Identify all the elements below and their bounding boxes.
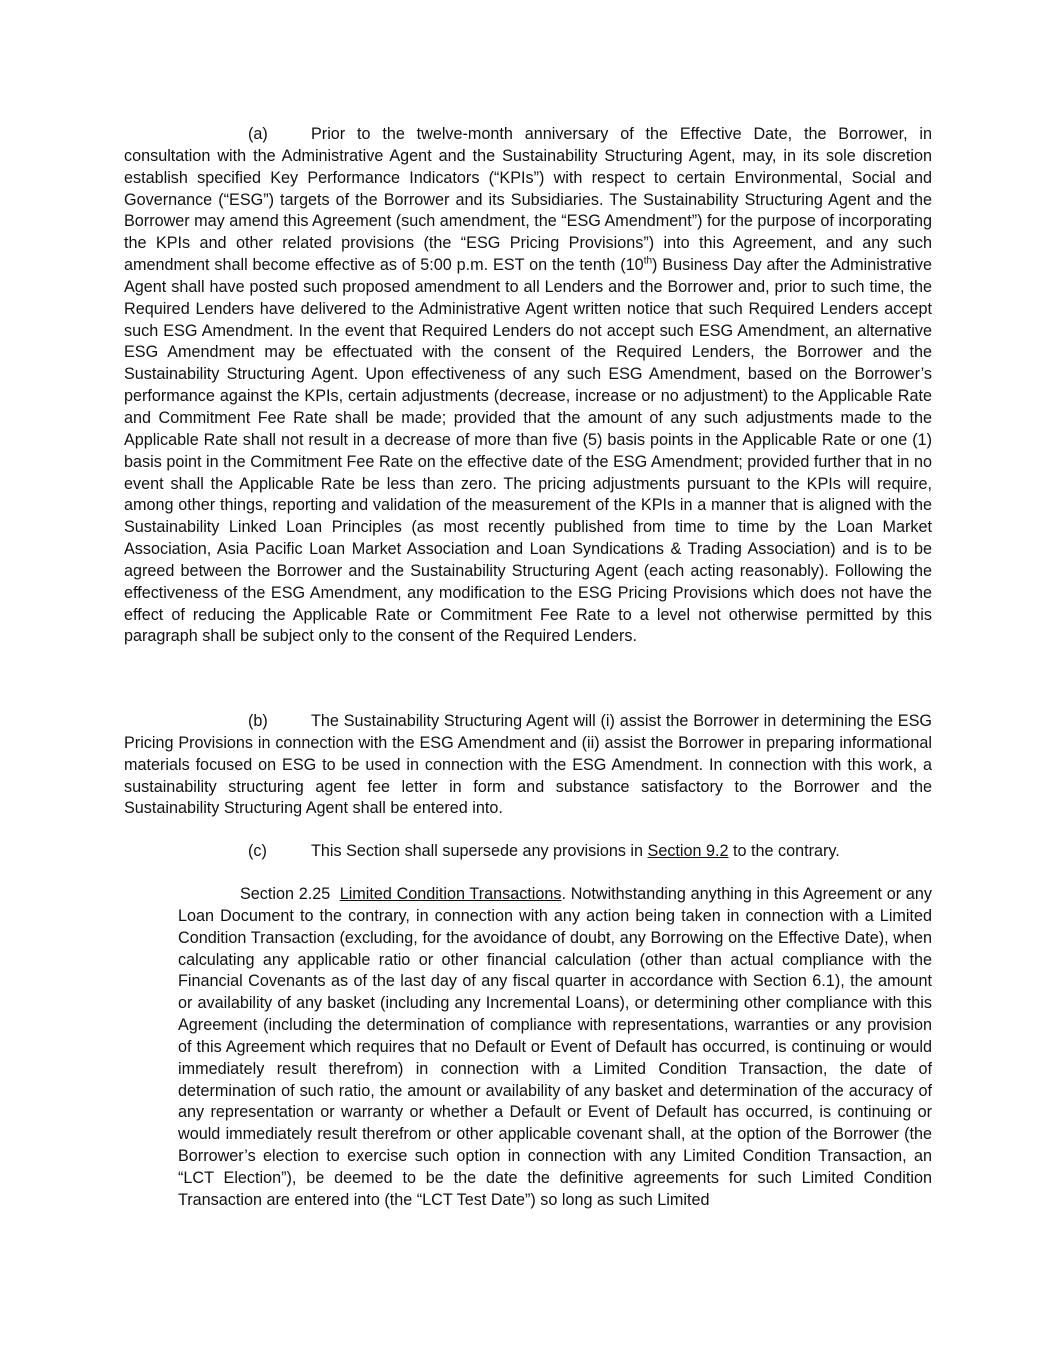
paragraph-b — [124, 711, 932, 820]
section-2-25-title: Limited Condition Transactions — [339, 885, 562, 903]
paragraph-a — [124, 124, 932, 648]
section-2-25-number: Section 2.25 — [240, 885, 331, 903]
paragraph-a-text-1: Prior to the twelve-month anniversary of the Effective Date, the Borrower, in consultation with the Administrative Agent and the Sustainability Structuring Agent, may, in its sole discretion establish specified Key Performance Indicators (“KPIs”) with respect to certain Environmental, Social and Governance (“ESG”) targets of the Borrower and its Subsidiaries. The Sustainability Structuring Agent and the Borrower may amend this Agreement (such amendment, the “ESG Amendment”) for the purpose of incorporating the KPIs and other related provisions (the “ESG Pricing Provisions”) into this Agreement, and any such amendment shall become effective as of 5:00 p.m. EST on the tenth (10 — [124, 125, 932, 275]
paragraph-c-text-before: This Section shall supersede any provisions in — [311, 842, 648, 860]
section-2-25-paragraph — [178, 884, 932, 1212]
paragraph-a-marker: (a) — [248, 125, 268, 143]
section-2-25-text: . Notwithstanding anything in this Agreement or any Loan Document to the contrary, in connection with any action being taken in connection with a Limited Condition Transaction (excluding, for the avoidance of doubt, any Borrowing on the Effective Date), when calculating any applicable ratio or other financial calculation (other than actual compliance with the Financial Covenants as of the last day of any fiscal quarter in accordance with Section 6.1), the amount or availability of any basket (including any Incremental Loans), or determining other compliance with this Agreement (including the determination of compliance with representations, warranties or any provision of this Agreement which requires that no Default or Event of Default has occurred, is continuing or would immediately result therefrom) in connection with a Limited Condition Transaction, the date of determination of such ratio, the amount or availability of any basket and determination of the accuracy of any representation or warranty or whether a Default or Event of Default has occurred, is continuing or would immediately result therefrom or other applicable covenant shall, at the option of the Borrower (the Borrower’s election to exercise such option in connection with any Limited Condition Transaction, an “LCT Election”), be deemed to be the date the definitive agreements for such Limited Condition Transaction are entered into (the “LCT Test Date”) so long as such Limited — [178, 885, 932, 1209]
paragraph-b-text: The Sustainability Structuring Agent will (i) assist the Borrower in determining the ESG Pricing Provisions in connection with the ESG Amendment and (ii) assist the Borrower in preparing informational materials focused on ESG to be used in connection with the ESG Amendment. In connection with this work, a sustainability structuring agent fee letter in form and substance satisfactory to the Borrower and the Sustainability Structuring Agent shall be entered into. — [124, 712, 932, 818]
paragraph-a-superscript: th — [643, 255, 653, 267]
paragraph-c-text-after: to the contrary. — [728, 842, 840, 860]
paragraph-c — [248, 841, 932, 863]
section-9-2-reference: Section 9.2 — [647, 842, 729, 860]
paragraph-a-text-2: ) Business Day after the Administrative Agent shall have posted such proposed amendment to all Lenders and the Borrower and, prior to such time, the Required Lenders have delivered to the Administrative Agent written notice that such Required Lenders accept such ESG Amendment. In the event that Required Lenders do not accept such ESG Amendment, an alternative ESG Amendment may be effectuated with the consent of the Required Lenders, the Borrower and the Sustainability Structuring Agent. Upon effectiveness of any such ESG Amendment, based on the Borrower’s performance against the KPIs, certain adjustments (decrease, increase or no adjustment) to the Applicable Rate and Commitment Fee Rate shall be made; provided that the amount of any such adjustments made to the Applicable Rate shall not result in a decrease of more than five (5) basis points in the Applicable Rate or one (1) basis point in the Commitment Fee Rate on the effective date of the ESG Amendment; provided further that in no event shall the Applicable Rate be less than zero. The pricing adjustments pursuant to the KPIs will require, among other things, reporting and validation of the measurement of the KPIs in a manner that is aligned with the Sustainability Linked Loan Principles (as most recently published from time to time by the Loan Market Association, Asia Pacific Loan Market Association and Loan Syndications & Trading Association) and is to be agreed between the Borrower and the Sustainability Structuring Agent (each acting reasonably). Following the effectiveness of the ESG Amendment, any modification to the ESG Pricing Provisions which does not have the effect of reducing the Applicable Rate or Commitment Fee Rate to a level not otherwise permitted by this paragraph shall be subject only to the consent of the Required Lenders. — [124, 256, 932, 646]
paragraph-b-marker: (b) — [248, 712, 268, 730]
paragraph-c-marker: (c) — [248, 842, 267, 860]
